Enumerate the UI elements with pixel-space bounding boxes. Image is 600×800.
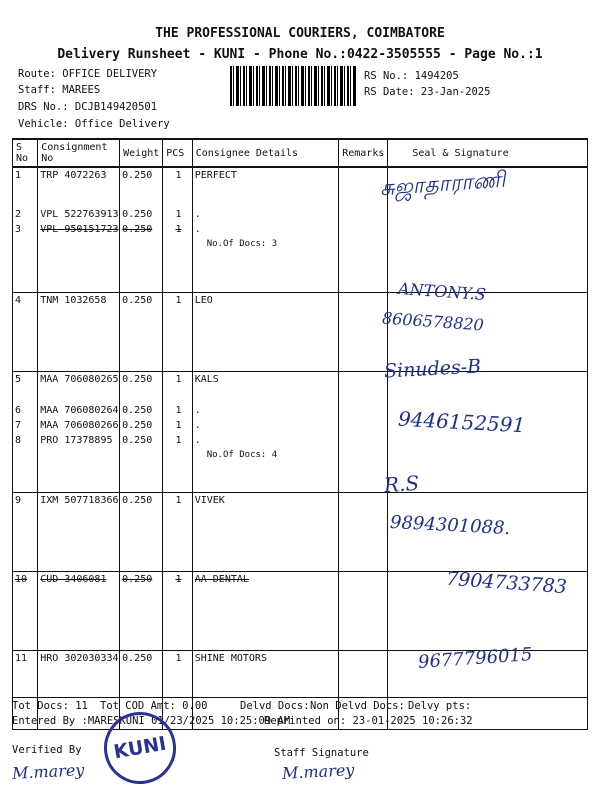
- consignment-no-value: MAA 706080265: [40, 374, 119, 385]
- weight-value: 0.250: [122, 435, 153, 446]
- pcs-value: 1: [175, 224, 182, 235]
- spacer: [163, 387, 191, 395]
- spacer: [163, 199, 191, 207]
- col-signature: Seal & Signature: [388, 139, 588, 167]
- consignee-value: .: [194, 209, 201, 220]
- sno-value: 1: [15, 170, 22, 181]
- sno-value: 8: [15, 435, 22, 446]
- table-header-row: [13, 139, 588, 167]
- cell-sno: [13, 167, 38, 293]
- sno-value: 2: [15, 209, 22, 220]
- col-remarks: Remarks: [339, 139, 388, 167]
- handwritten-signature: 9446152591: [397, 406, 526, 438]
- sno-value: 5: [15, 374, 22, 385]
- consignment-no-value: CUD 3406081: [40, 574, 107, 585]
- consignee-value: .: [194, 420, 201, 431]
- cell-consignment-no: [38, 167, 120, 293]
- spacer: [38, 387, 119, 395]
- spacer: [13, 191, 37, 199]
- weight-value: 0.250: [122, 295, 153, 306]
- vehicle-label: Vehicle: Office Delivery: [18, 118, 170, 130]
- consignee-value: .: [194, 435, 201, 446]
- spacer: [120, 191, 162, 199]
- spacer: [163, 191, 191, 199]
- spacer: [163, 395, 191, 403]
- cell-consignment-no: [38, 493, 120, 572]
- spacer: [193, 395, 339, 403]
- cell-consignment-no: [38, 572, 120, 651]
- cell-weight: [120, 167, 163, 293]
- sno-value: 6: [15, 405, 22, 416]
- consignee-value: KALS: [194, 374, 219, 385]
- cell-consignee: [192, 372, 339, 493]
- consignment-no-value: PRO 17378895: [40, 435, 113, 446]
- col-pcs: PCS: [163, 139, 192, 167]
- consignee-value: AA DENTAL: [194, 574, 249, 585]
- spacer: [120, 395, 162, 403]
- cell-pcs: [163, 493, 192, 572]
- reprinted-on: Reprinted on: 23-01-2025 10:26:32: [264, 715, 473, 727]
- cell-remarks: [339, 572, 388, 651]
- pcs-value: 1: [175, 495, 182, 506]
- cell-weight: [120, 572, 163, 651]
- sno-value: 11: [15, 653, 28, 664]
- consignee-value: LEO: [194, 295, 213, 306]
- cell-consignee: [192, 572, 339, 651]
- consignee-value: .: [194, 224, 201, 235]
- rs-number: RS No.: 1494205: [364, 70, 459, 82]
- staff-signature: M.marey: [281, 760, 355, 783]
- docs-count: No.Of Docs: 4: [206, 450, 278, 460]
- pcs-value: 1: [175, 405, 182, 416]
- consignment-no-value: VPL 950151723: [40, 224, 119, 235]
- pcs-value: 1: [175, 209, 182, 220]
- consignment-no-value: TRP 4072263: [40, 170, 107, 181]
- handwritten-signature: 9677796015: [417, 644, 534, 673]
- spacer: [13, 183, 37, 191]
- spacer: [163, 183, 191, 191]
- handwritten-signature: 9894301088.: [389, 511, 511, 540]
- spacer: [38, 395, 119, 403]
- weight-value: 0.250: [122, 224, 153, 235]
- cell-pcs: [163, 293, 192, 372]
- delivered-docs: Delvd Docs:: [240, 700, 310, 712]
- pcs-value: 1: [175, 374, 182, 385]
- sno-value: 4: [15, 295, 22, 306]
- total-docs: Tot Docs: 11: [12, 700, 88, 712]
- col-consignment: Consignment No: [38, 139, 120, 167]
- cell-sno: [13, 572, 38, 651]
- sno-value: 7: [15, 420, 22, 431]
- spacer: [193, 191, 339, 199]
- cell-sno: [13, 372, 38, 493]
- cell-weight: [120, 493, 163, 572]
- weight-value: 0.250: [122, 170, 153, 181]
- drs-number: DRS No.: DCJB149420501: [18, 101, 158, 113]
- spacer: [193, 199, 339, 207]
- table-row: [13, 293, 588, 372]
- spacer: [120, 199, 162, 207]
- handwritten-signature: Sinudes-B: [383, 355, 482, 383]
- cell-consignment-no: [38, 293, 120, 372]
- consignee-value: .: [194, 405, 201, 416]
- consignment-no-value: MAA 706080266: [40, 420, 119, 431]
- consignee-value: SHINE MOTORS: [194, 653, 267, 664]
- cell-pcs: [163, 572, 192, 651]
- cell-sno: [13, 293, 38, 372]
- delivery-points: Delvy pts:: [408, 700, 472, 712]
- cell-remarks: [339, 372, 388, 493]
- rs-date: RS Date: 23-Jan-2025: [364, 86, 491, 98]
- sno-value: 3: [15, 224, 22, 235]
- col-weight: Weight: [120, 139, 163, 167]
- cell-remarks: [339, 493, 388, 572]
- spacer: [38, 183, 119, 191]
- pcs-value: 1: [175, 574, 182, 585]
- consignment-no-value: IXM 507718366: [40, 495, 119, 506]
- spacer: [193, 183, 339, 191]
- spacer: [120, 387, 162, 395]
- weight-value: 0.250: [122, 374, 153, 385]
- consignment-no-value: HRO 302030334: [40, 653, 119, 664]
- sno-value: 10: [15, 574, 28, 585]
- entered-by: Entered By :MARESKUNI 01/23/2025 10:25:09 AM: [12, 715, 291, 727]
- cell-weight: [120, 372, 163, 493]
- handwritten-signature: 7904733783: [445, 567, 568, 599]
- spacer: [38, 199, 119, 207]
- cell-pcs: [163, 372, 192, 493]
- spacer: [13, 199, 37, 207]
- company-title: THE PROFESSIONAL COURIERS, COIMBATORE: [155, 26, 445, 41]
- weight-value: 0.250: [122, 420, 153, 431]
- pcs-value: 1: [175, 295, 182, 306]
- verified-by-label: Verified By: [12, 744, 82, 756]
- total-cod: Tot COD Amt: 0.00: [100, 700, 208, 712]
- handwritten-signature: 8606578820: [381, 308, 485, 335]
- cell-consignee: [192, 493, 339, 572]
- route-label: Route: OFFICE DELIVERY: [18, 68, 158, 80]
- staff-signature-label: Staff Signature: [274, 747, 369, 759]
- non-delivered-docs: Non Delvd Docs:: [310, 700, 405, 712]
- weight-value: 0.250: [122, 405, 153, 416]
- cell-consignee: [192, 167, 339, 293]
- spacer: [193, 387, 339, 395]
- consignment-no-value: VPL 522763913: [40, 209, 119, 220]
- weight-value: 0.250: [122, 495, 153, 506]
- consignee-value: PERFECT: [194, 170, 237, 181]
- cell-sno: [13, 493, 38, 572]
- handwritten-signature: ANTONY.S: [397, 278, 487, 305]
- col-consignee: Consignee Details: [192, 139, 339, 167]
- staff-label: Staff: MAREES: [18, 84, 101, 96]
- consignment-no-value: MAA 706080264: [40, 405, 119, 416]
- handwritten-signature: சுஜாதாராணி: [379, 167, 507, 202]
- consignment-no-value: TNM 1032658: [40, 295, 107, 306]
- weight-value: 0.250: [122, 574, 153, 585]
- sno-value: 9: [15, 495, 22, 506]
- spacer: [13, 395, 37, 403]
- spacer: [120, 183, 162, 191]
- stamp-text: KUNI: [112, 732, 168, 764]
- barcode: [230, 66, 356, 106]
- pcs-value: 1: [175, 420, 182, 431]
- cell-remarks: [339, 293, 388, 372]
- cell-consignee: [192, 293, 339, 372]
- weight-value: 0.250: [122, 209, 153, 220]
- col-sno: S No: [13, 139, 38, 167]
- pcs-value: 1: [175, 170, 182, 181]
- cell-weight: [120, 293, 163, 372]
- cell-pcs: [163, 167, 192, 293]
- runsheet-subtitle: Delivery Runsheet - KUNI - Phone No.:0422-3505555 - Page No.:1: [57, 47, 543, 62]
- weight-value: 0.250: [122, 653, 153, 664]
- consignee-value: VIVEK: [194, 495, 225, 506]
- docs-count: No.Of Docs: 3: [206, 239, 278, 249]
- handwritten-signature: R.S: [383, 470, 420, 498]
- cell-consignment-no: [38, 372, 120, 493]
- pcs-value: 1: [175, 653, 182, 664]
- verifier-signature: M.marey: [11, 760, 85, 783]
- spacer: [38, 191, 119, 199]
- spacer: [13, 387, 37, 395]
- pcs-value: 1: [175, 435, 182, 446]
